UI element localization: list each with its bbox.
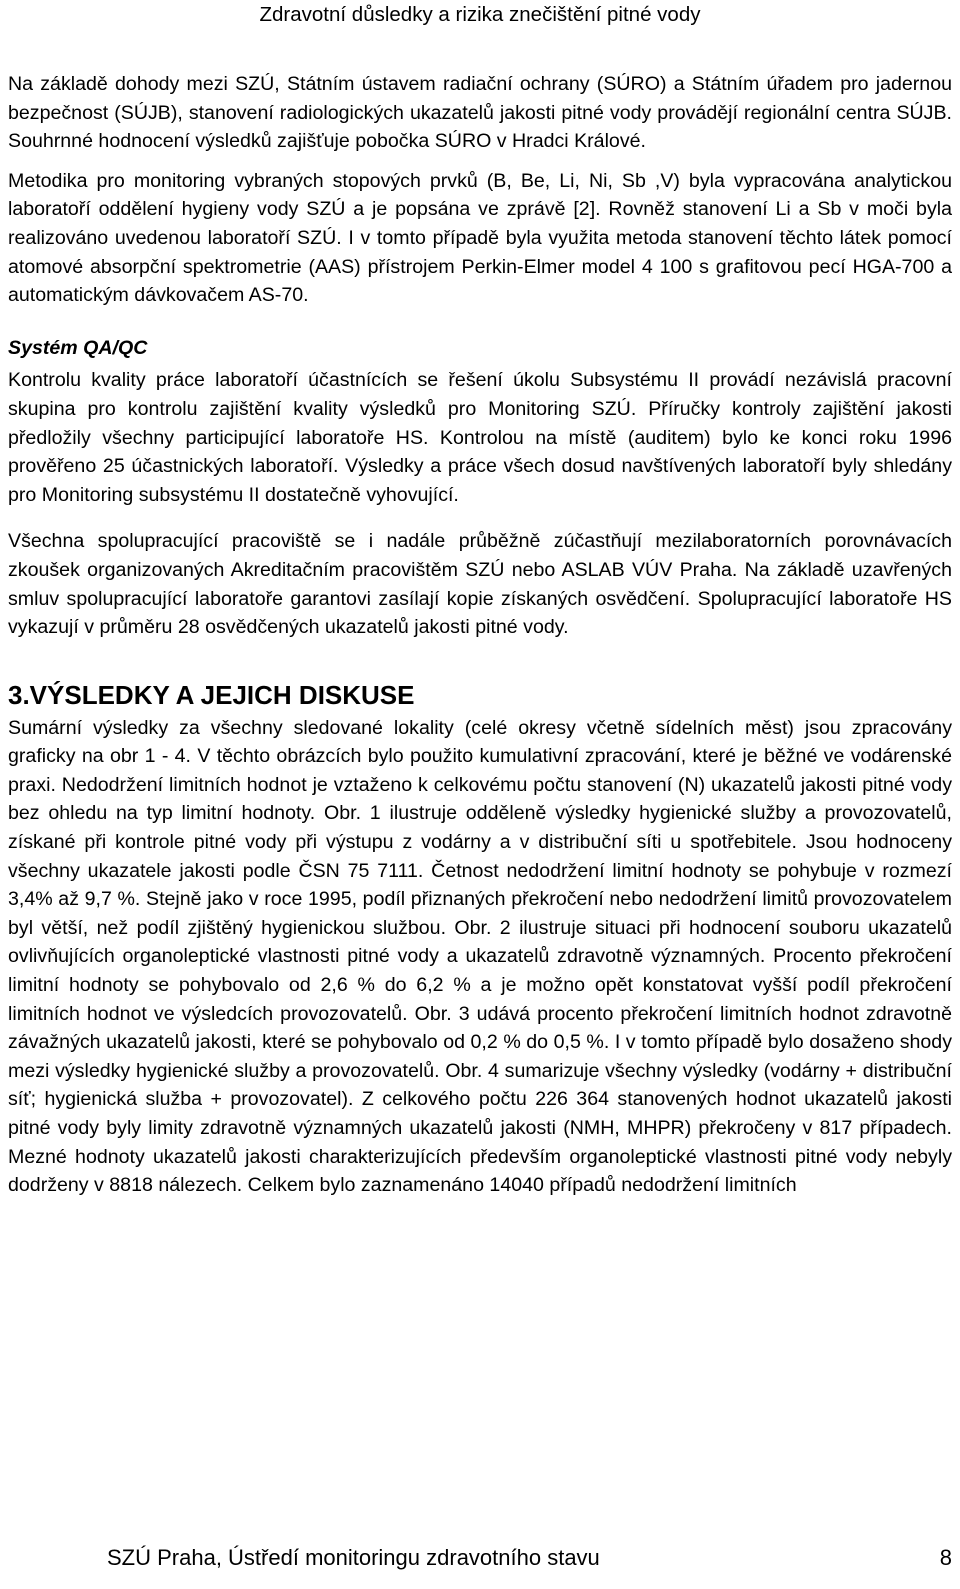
page-number: 8 <box>939 1545 952 1570</box>
paragraph-interlaboratory: Všechna spolupracující pracoviště se i nadále průběžně zúčastňují mezilaboratorních porovnávacích zkoušek organizovaných Akreditačním pracovištěm SZÚ nebo ASLAB VÚV Praha. Na základě uzavřených smluv spolupracující laboratoře garantovi zasílají kopie získaných osvědčení. Spolupracující laboratoře HS vykazují v průměru 28 osvědčených ukazatelů jakosti pitné vody. <box>8 530 952 639</box>
paragraph-quality-control: Kontrolu kvality práce laboratoří účastnících se řešení úkolu Subsystému II provádí nezávislá pracovní skupina pro kontrolu zajištění kvality výsledků pro Monitoring SZÚ. Příručky kontroly zajištění jakosti předložily všechny participující laboratoře HS. Kontrolou na místě (auditem) bylo ke konci roku 1996 prověřeno 25 účastnických laboratoří. Výsledky a práce všech dosud navštívených laboratoří byly shledány pro Monitoring subsystému II dostatečně vyhovující. <box>8 369 952 506</box>
running-header: Zdravotní důsledky a rizika znečištění pitné vody <box>259 3 701 26</box>
chapter-heading-results: 3.VÝSLEDKY A JEJICH DISKUSE <box>8 679 415 710</box>
footer-institution: SZÚ Praha, Ústředí monitoringu zdravotního stavu <box>107 1545 600 1570</box>
paragraph-radiology: Na základě dohody mezi SZÚ, Státním ústavem radiační ochrany (SÚRO) a Státním úřadem pro jadernou bezpečnost (SÚJB), stanovení radiologických ukazatelů jakosti pitné vody provádějí regionální centra SÚJB. Souhrnné hodnocení výsledků zajišťuje pobočka SÚRO v Hradci Králové. <box>8 73 952 153</box>
paragraph-methodology: Metodika pro monitoring vybraných stopových prvků (B, Be, Li, Ni, Sb ,V) byla vypracována analytickou laboratoří oddělení hygieny vody SZÚ a je popsána ve zprávě [2]. Rovněž stanovení Li a Sb v moči byla realizováno uvedenou laboratoří SZÚ. I v tomto případě byla využita metoda stanovení těchto látek pomocí atomové absorpční spektrometrie (AAS) přístrojem Perkin-Elmer model 4 100 s grafitovou pecí HGA-700 a automatickým dávkovačem AS-70. <box>8 169 952 307</box>
page-content <box>8 60 952 1200</box>
paragraph-results: Sumární výsledky za všechny sledované lokality (celé okresy včetně sídelních měst) jsou zpracovány graficky na obr 1 - 4. V těchto obrázcích bylo použito kumulativní zpracování, které je běžné ve vodárenské praxi. Nedodržení limitních hodnot je vztaženo k celkovému počtu stanovení (N) ukazatelů jakosti pitné vody bez ohledu na typ limitní hodnoty. Obr. 1 ilustruje odděleně výsledky hygienické služby a provozovatelů, získané při kontrole pitné vody při výstupu z vodárny a v distribuční síti u spotřebitele. Jsou hodnoceny všechny ukazatele jakosti podle ČSN 75 7111. Četnost nedodržení limitní hodnoty se pohybuje v rozmezí 3,4% až 9,7 %. Stejně jako v roce 1995, podíl přiznaných překročení nebo nedodržení limitů provozovatelem byl větší, než podíl zjištěný hygienickou službou. Obr. 2 ilustruje situaci při hodnocení souboru ukazatelů ovlivňujících organoleptické vlastnosti pitné vody a ukazatelů zdravotně významných. Procento překročení limitní hodnoty se pohybovalo od 2,6 % do 6,2 % a je možno opět konstatovat vyšší podíl překročení limitních hodnot ve výsledcích provozovatelů. Obr. 3 udává procento překročení limitních hodnot zdravotně závažných ukazatelů jakosti, které se pohybovalo od 0,2 % do 0,5 %. I v tomto případě bylo dosaženo shody mezi výsledky hygienické služby a provozovatelů. Obr. 4 sumarizuje všechny výsledky (vodárny + distribuční síť; hygienická služba + provozovatel). Z celkového počtu 226 364 stanovených hodnot ukazatelů jakosti pitné vody byly limity zdravotně významných ukazatelů jakosti (NMH, MHPR) překročeny v 817 případech. Mezné hodnoty ukazatelů jakosti charakterizujících především organoleptické vlastnosti pitné vody nebyly dodrženy v 8818 nálezech. Celkem bylo zaznamenáno 14040 případů nedodržení limitních <box>8 716 952 1197</box>
section-heading-qa-qc: Systém QA/QC <box>8 336 148 359</box>
